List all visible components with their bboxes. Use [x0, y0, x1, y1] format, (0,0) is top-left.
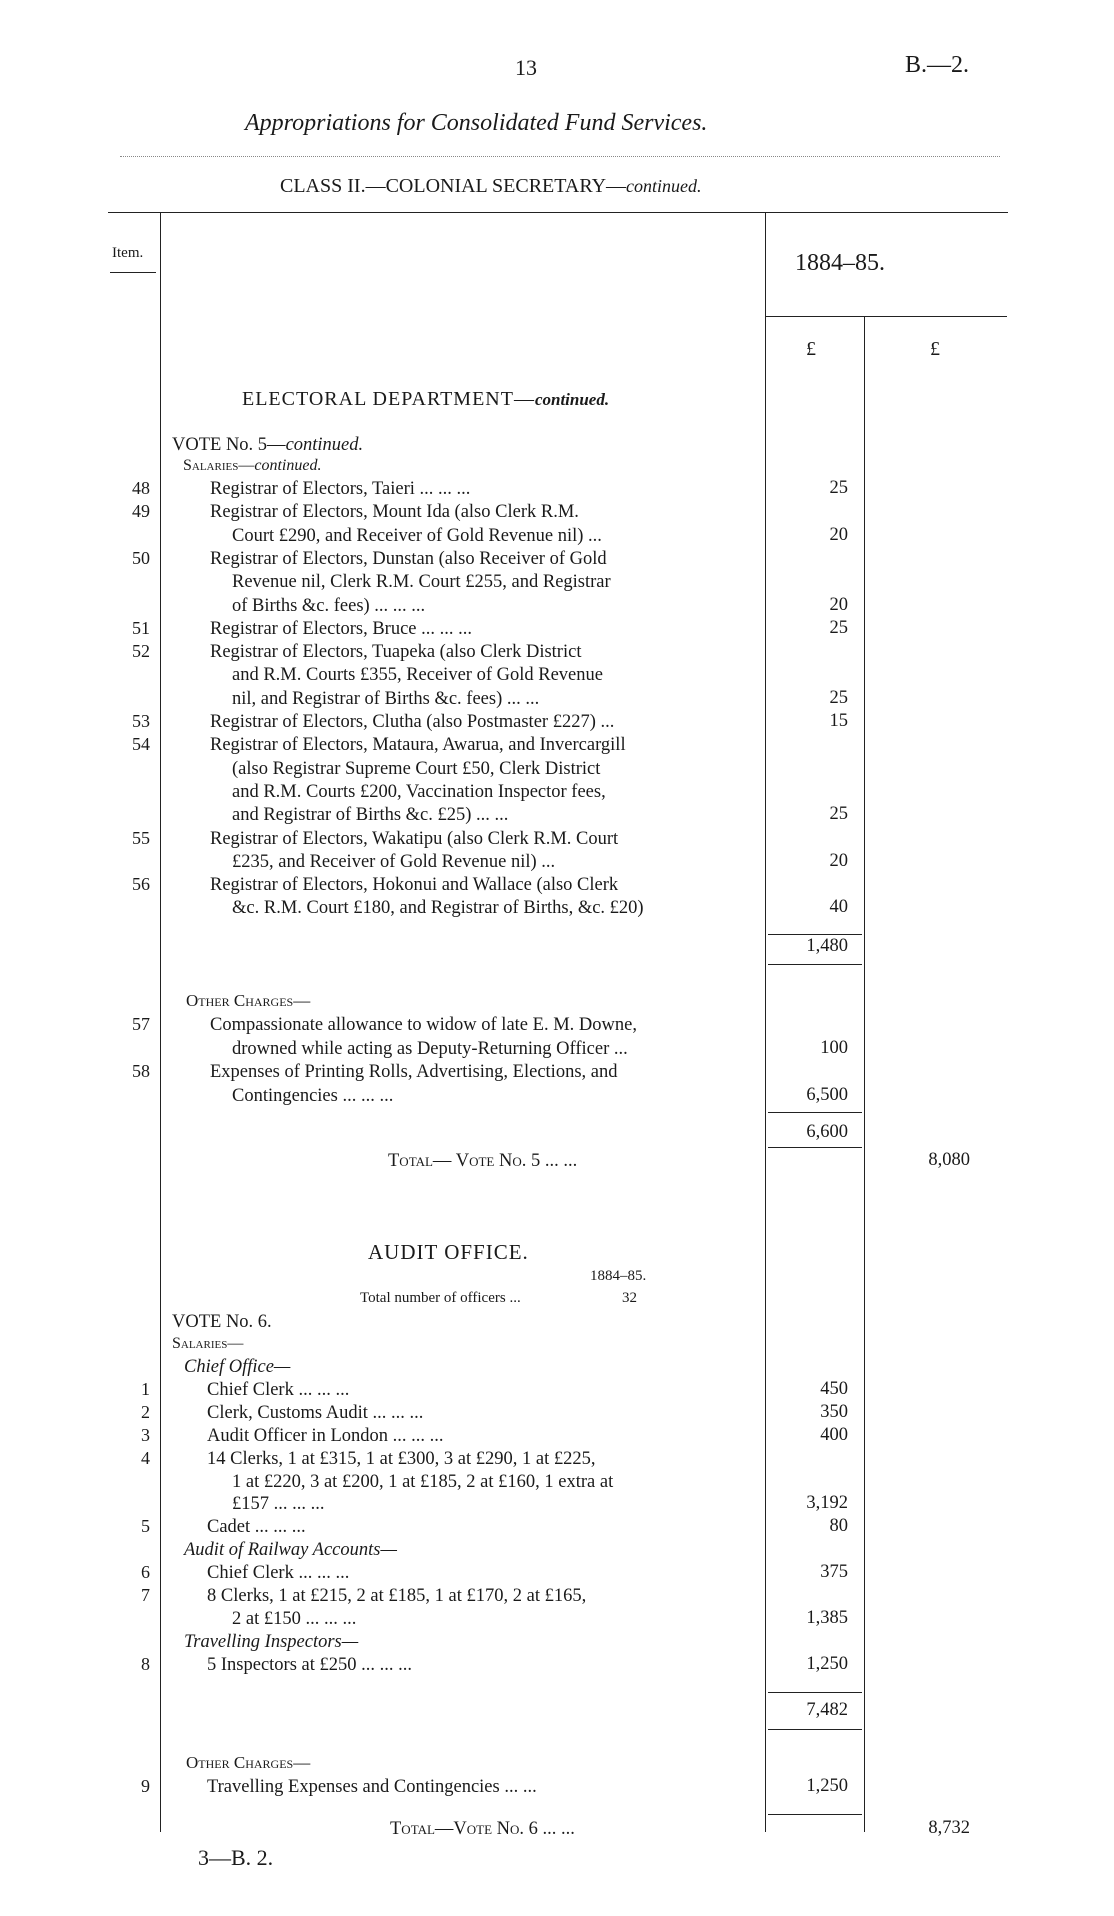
audit-title: AUDIT OFFICE.	[368, 1240, 529, 1264]
item-number: 49	[132, 501, 150, 522]
line-amount: 25	[829, 617, 848, 638]
line-item-text: Clerk, Customs Audit ... ... ...	[207, 1402, 424, 1423]
subtotal-rule-6a	[768, 1692, 862, 1693]
line-amount: 400	[820, 1424, 848, 1445]
salaries-label-5: Salaries—	[183, 457, 255, 474]
item-number: 56	[132, 874, 150, 895]
line-amount: 25	[829, 687, 848, 708]
item-number: 57	[132, 1014, 150, 1034]
line-amount: 1,250	[806, 1653, 848, 1674]
line-item-text: Chief Clerk ... ... ...	[207, 1563, 350, 1584]
page-heading: Appropriations for Consolidated Fund Services.	[245, 110, 708, 136]
line-item-text: Registrar of Electors, Bruce ... ... ...	[210, 618, 473, 639]
item-number: 8	[141, 1653, 150, 1674]
subsection-heading: Travelling Inspectors—	[184, 1631, 359, 1652]
line-item-text: £157 ... ... ...	[232, 1494, 325, 1515]
pound-symbol-1: £	[806, 338, 816, 360]
line-amount: 15	[829, 711, 848, 731]
electoral-title: ELECTORAL DEPARTMENT—	[242, 388, 535, 410]
line-item-text: Registrar of Electors, Mataura, Awarua, and Invercargill	[210, 735, 626, 756]
officers-label: Total number of officers ...	[360, 1290, 521, 1306]
line-item-text: nil, and Registrar of Births &c. fees) ... ...	[232, 688, 540, 709]
line-amount: 1,250	[806, 1776, 848, 1796]
salaries-heading-6: Salaries—	[172, 1335, 244, 1352]
subtotal-rule-5a-bottom	[768, 964, 862, 965]
class-title-continued: continued.	[626, 176, 702, 196]
line-item-text: 8 Clerks, 1 at £215, 2 at £185, 1 at £170, 2 at £165,	[207, 1586, 587, 1606]
line-amount: 40	[829, 897, 848, 918]
vote-5-label: VOTE No. 5—	[172, 435, 286, 455]
item-header-rule	[110, 272, 156, 273]
class-title	[280, 175, 702, 198]
vote-5-heading	[172, 434, 363, 456]
line-item-text: and R.M. Courts £355, Receiver of Gold Revenue	[232, 665, 603, 686]
line-item-text: of Births &c. fees) ... ... ...	[232, 595, 426, 616]
subsection-heading: Chief Office—	[184, 1357, 291, 1377]
item-number: 6	[141, 1562, 150, 1583]
item-number: 1	[141, 1378, 150, 1399]
line-amount: 375	[820, 1562, 848, 1583]
other-charges-heading-5: Other Charges—	[186, 991, 311, 1010]
line-item-text: Cadet ... ... ...	[207, 1517, 306, 1538]
line-amount: 350	[820, 1401, 848, 1422]
item-number: 7	[141, 1585, 150, 1605]
line-item-text: £235, and Receiver of Gold Revenue nil) ...	[232, 851, 556, 872]
salaries-subtotal-5: 1,480	[806, 936, 848, 956]
line-item-text: Audit Officer in London ... ... ...	[207, 1425, 444, 1446]
total-column-rule	[864, 316, 865, 1832]
item-column-header: Item.	[112, 245, 144, 261]
subsection-heading: Audit of Railway Accounts—	[184, 1540, 397, 1561]
line-item-text: Registrar of Electors, Taieri ... ... ...	[210, 479, 471, 499]
line-item-text: Registrar of Electors, Hokonui and Wallace (also Clerk	[210, 875, 619, 896]
officers-count: 32	[622, 1290, 637, 1306]
amount-column-rule	[765, 212, 766, 1832]
signature-mark: 3—B. 2.	[198, 1845, 274, 1870]
vote-6-heading: VOTE No. 6.	[172, 1312, 272, 1332]
item-number: 4	[141, 1447, 150, 1468]
subtotal-rule-6a-bottom	[768, 1729, 862, 1730]
line-item-text: &c. R.M. Court £180, and Registrar of Births, &c. £20)	[232, 898, 644, 919]
line-item-text: Registrar of Electors, Clutha (also Postmaster £227) ...	[210, 712, 615, 732]
subtotal-rule-6b	[768, 1814, 862, 1815]
section-title-audit	[368, 1240, 529, 1265]
item-number: 52	[132, 641, 150, 662]
other-subtotal-5: 6,600	[806, 1122, 848, 1142]
line-amount: 6,500	[806, 1084, 848, 1105]
line-amount: 20	[829, 524, 848, 545]
item-column-rule	[160, 212, 161, 1832]
item-number: 54	[132, 734, 150, 755]
line-item-text: 1 at £220, 3 at £200, 1 at £185, 2 at £160, 1 extra at	[232, 1471, 614, 1492]
line-item-text: Registrar of Electors, Tuapeka (also Clerk District	[210, 642, 582, 663]
line-amount: 3,192	[806, 1493, 848, 1514]
line-item-text: and Registrar of Births &c. £25) ... ...	[232, 805, 509, 826]
line-item-text: and R.M. Courts £200, Vaccination Inspector fees,	[232, 781, 606, 802]
line-amount: 25	[829, 804, 848, 825]
line-item-text: Registrar of Electors, Mount Ida (also Clerk R.M.	[210, 502, 579, 523]
item-number: 55	[132, 827, 150, 848]
year-column-header: 1884–85.	[795, 250, 885, 276]
line-amount: 80	[829, 1516, 848, 1537]
document-reference: B.—2.	[905, 52, 970, 78]
year-header-rule	[765, 316, 1007, 317]
line-amount: 25	[829, 478, 848, 498]
vote-5-continued: continued.	[285, 435, 364, 455]
item-number: 58	[132, 1061, 150, 1081]
vote-6-total: 8,732	[928, 1818, 970, 1838]
line-item-text: Expenses of Printing Rolls, Advertising, Elections, and	[210, 1062, 618, 1082]
salaries-continued-5: continued.	[254, 457, 322, 474]
section-title-electoral	[242, 388, 609, 411]
line-item-text: Compassionate allowance to widow of late E. M. Downe,	[210, 1015, 637, 1035]
other-charges-heading-6: Other Charges—	[186, 1753, 311, 1772]
vote-6-total-label: Total—Vote No. 6 ... ...	[390, 1819, 575, 1839]
line-item-text: drowned while acting as Deputy-Returning Officer ...	[232, 1038, 628, 1059]
subtotal-rule-5a	[768, 934, 862, 935]
page-number: 13	[515, 55, 537, 80]
line-amount: 450	[820, 1378, 848, 1399]
line-amount: 100	[820, 1037, 848, 1058]
salaries-heading-5	[183, 455, 321, 477]
line-item-text: 5 Inspectors at £250 ... ... ...	[207, 1654, 413, 1675]
line-item-text: Travelling Expenses and Contingencies ... ...	[207, 1777, 537, 1797]
subtotal-rule-5b	[768, 1112, 862, 1113]
line-item-text: Registrar of Electors, Dunstan (also Receiver of Gold	[210, 548, 607, 569]
line-item-text: Revenue nil, Clerk R.M. Court £255, and Registrar	[232, 572, 611, 593]
item-number: 53	[132, 711, 150, 731]
vote-5-total: 8,080	[928, 1150, 970, 1170]
line-item-text: 14 Clerks, 1 at £315, 1 at £300, 3 at £290, 1 at £225,	[207, 1448, 596, 1469]
officers-year: 1884–85.	[590, 1268, 647, 1284]
item-number: 50	[132, 547, 150, 568]
item-number: 5	[141, 1516, 150, 1537]
item-number: 48	[132, 478, 150, 498]
line-item-text: (also Registrar Supreme Court £50, Clerk District	[232, 758, 601, 779]
item-number: 9	[141, 1776, 150, 1796]
line-item-text: Registrar of Electors, Wakatipu (also Clerk R.M. Court	[210, 828, 619, 849]
item-number: 51	[132, 617, 150, 638]
class-title-text: CLASS II.—COLONIAL SECRETARY—	[280, 175, 627, 197]
line-item-text: Contingencies ... ... ...	[232, 1085, 394, 1106]
line-amount: 1,385	[806, 1607, 848, 1628]
line-item-text: Court £290, and Receiver of Gold Revenue nil) ...	[232, 525, 602, 546]
electoral-title-continued: continued.	[534, 390, 610, 409]
subtotal-rule-5b-bottom	[768, 1147, 862, 1148]
dotted-separator	[120, 156, 1000, 157]
vote-5-total-label: Total— Vote No. 5 ... ...	[388, 1151, 578, 1171]
table-top-rule	[108, 212, 1008, 213]
item-number: 2	[141, 1401, 150, 1422]
item-number: 3	[141, 1424, 150, 1445]
salaries-subtotal-6: 7,482	[806, 1700, 848, 1720]
line-amount: 20	[829, 850, 848, 871]
pound-symbol-2: £	[930, 338, 940, 360]
line-item-text: 2 at £150 ... ... ...	[232, 1608, 357, 1629]
line-amount: 20	[829, 594, 848, 615]
line-item-text: Chief Clerk ... ... ...	[207, 1379, 350, 1400]
